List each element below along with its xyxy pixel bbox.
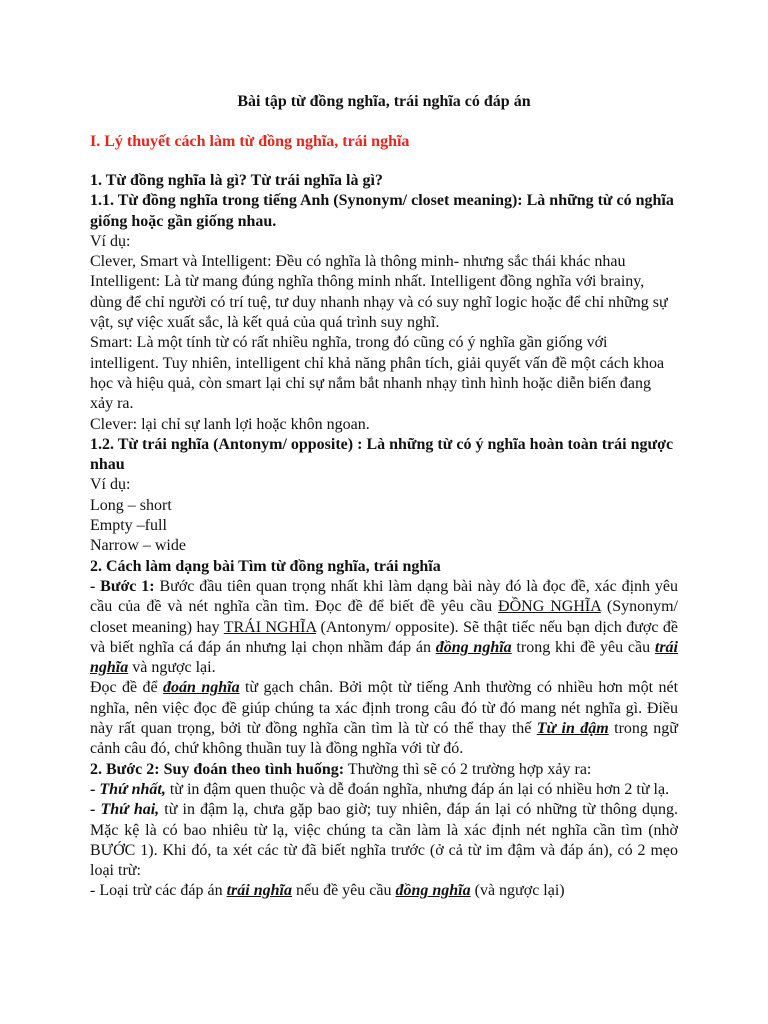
step-2-paragraph — [90, 760, 678, 780]
text-run: - Loại trừ các đáp án — [90, 882, 227, 900]
case-1-paragraph — [90, 780, 678, 800]
antonym-pair: Empty –full — [90, 517, 167, 535]
case-1-label: Thứ nhất, — [99, 780, 166, 798]
antonym-definition: 1.2. Từ trái nghĩa (Antonym/ opposite) : Là những từ có ý nghĩa hoàn toàn trái ngược nhau — [90, 435, 674, 474]
example-clever: Clever: lại chỉ sự lanh lợi hoặc khôn ngoan. — [90, 415, 370, 433]
text-run: (Synonym/ closet meaning) hay — [90, 598, 678, 636]
text-run: trong ngữ cảnh câu đó, chứ không thuần tuy là đồng nghĩa với từ đó. — [90, 720, 678, 758]
underlined-antonym: TRÁI NGHĨA — [223, 618, 317, 636]
step-1-label: - Bước 1: — [90, 577, 155, 595]
text-run: từ in đậm quen thuộc và dễ đoán nghĩa, nhưng đáp án lại có nhiều hơn 2 từ lạ. — [165, 780, 670, 798]
emphasis-guess-meaning: đoán nghĩa — [163, 679, 240, 697]
emphasis-synonym-2: đồng nghĩa — [395, 882, 471, 900]
tip-1-paragraph — [90, 881, 678, 901]
section-heading: I. Lý thuyết cách làm từ đồng nghĩa, trái nghĩa — [90, 133, 410, 150]
example-smart: Smart: Là một tính từ có rất nhiều nghĩa, trong đó cũng có ý nghĩa gần giống với intelligent. Tuy nhiên, intelligent chỉ khả năng phân tích, giải quyết vấn đề một cách khoa học và hiệu quả, còn smart lại chỉ sự nắm bắt nhanh nhạy tình hình hoặc diễn biến đang xảy ra. — [90, 334, 665, 413]
step-2-label: 2. Bước 2: Suy đoán theo tình huống: — [90, 760, 345, 778]
text-run: từ in đậm lạ, chưa gặp bao giờ; tuy nhiên, đáp án lại có những từ thông dụng. Mặc kệ là có bao nhiêu từ lạ, việc chúng ta cần làm là xác định nét nghĩa cần tìm (nhờ BƯỚC 1). Khi đó, ta xét các từ đã biết nghĩa trước (ở cả từ im đậm và đáp án), có 2 mẹo loại trừ: — [90, 801, 679, 880]
text-run: từ gạch chân. Bởi một từ tiếng Anh thường có nhiều hơn một nét nghĩa, nên việc đọc đề giúp chúng ta xác định trong câu đó từ đó mang nét nghĩa gì. Điều này rất quan trọng, bởi từ đồng nghĩa cần tìm là từ có thể thay thế — [90, 679, 679, 738]
case-1-dash: - — [90, 780, 100, 798]
emphasis-antonym: trái nghĩa — [90, 638, 678, 677]
text-run: Đọc đề để — [90, 679, 164, 697]
document-title: Bài tập từ đồng nghĩa, trái nghĩa có đáp án — [237, 93, 531, 110]
case-2-paragraph — [90, 800, 678, 881]
underlined-synonym: ĐỒNG NGHĨA — [498, 598, 601, 616]
text-run: Thường thì sẽ có 2 trường hợp xảy ra: — [344, 760, 592, 778]
emphasis-antonym-2: trái nghĩa — [226, 882, 292, 900]
text-run: trong khi đề yêu cầu — [511, 638, 655, 656]
text-run: nếu đề yêu cầu — [291, 882, 396, 900]
text-run: Bước đầu tiên quan trọng nhất khi làm dạng bài này đó là đọc đề, xác định yêu cầu của đề và nét nghĩa cần tìm. Đọc đề để biết đề yêu cầu — [90, 577, 679, 616]
step-1-paragraph — [90, 577, 678, 678]
emphasis-synonym: đồng nghĩa — [435, 638, 512, 656]
guess-meaning-paragraph — [90, 678, 678, 759]
question-2-heading: 2. Cách làm dạng bài Tìm từ đồng nghĩa, trái nghĩa — [90, 557, 441, 575]
example-intelligent: Intelligent: Là từ mang đúng nghĩa thông minh nhất. Intelligent đồng nghĩa với brainy, dùng để chỉ người có trí tuệ, tư duy nhanh nhạy và có suy nghĩ logic hoặc để chỉ những sự vật, sự việc xuất sắc, là kết quả của quá trình suy nghĩ. — [90, 273, 668, 332]
case-2-dash: - — [90, 801, 101, 819]
text-run: (Antonym/ opposite). Sẽ thật tiếc nếu bạn dịch được đề và biết nghĩa cá đáp án nhưng lại chọn nhầm đáp án — [90, 618, 678, 656]
text-run: (và ngược lại) — [470, 882, 565, 900]
example-label-2: Ví dụ: — [90, 476, 131, 494]
example-label: Ví dụ: — [90, 232, 131, 250]
example-clever-smart: Clever, Smart và Intelligent: Đều có nghĩa là thông minh- nhưng sắc thái khác nhau — [90, 253, 626, 271]
antonym-pair: Narrow – wide — [90, 537, 186, 555]
antonym-pair: Long – short — [90, 496, 172, 514]
case-2-label: Thứ hai, — [100, 801, 160, 819]
synonym-definition: 1.1. Từ đồng nghĩa trong tiếng Anh (Synonym/ closet meaning): Là những từ có nghĩa giống hoặc gần giống nhau. — [90, 192, 674, 230]
text-run: và ngược lại. — [128, 659, 216, 677]
question-1-heading: 1. Từ đồng nghĩa là gì? Từ trái nghĩa là gì? — [90, 172, 383, 189]
emphasis-bold-word: Từ in đậm — [536, 720, 609, 738]
